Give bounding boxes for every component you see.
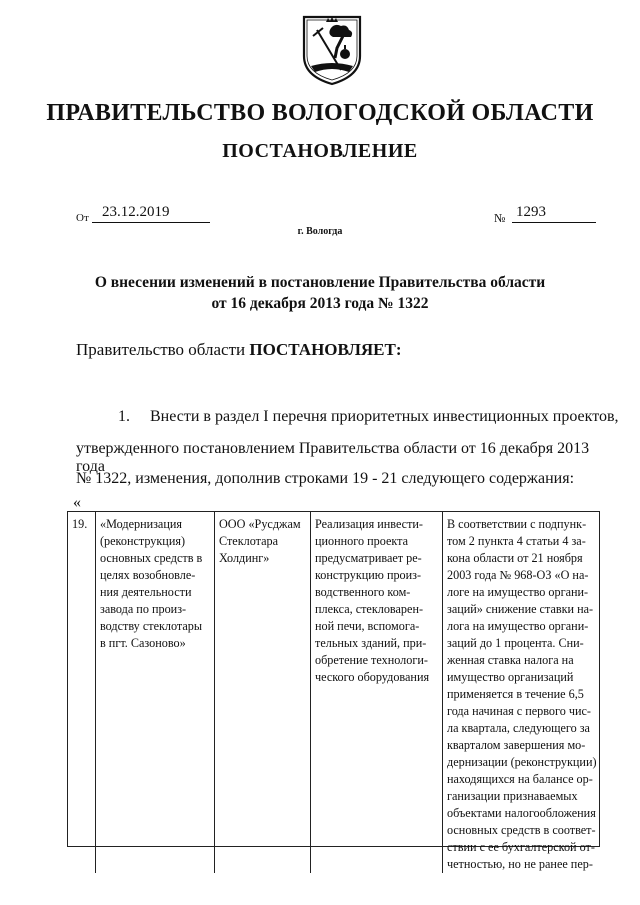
document-subject (60, 272, 580, 314)
support-line: лога на имущество органи- (447, 619, 589, 633)
paragraph-1-line-1: 1. Внести в раздел I перечня приоритетных инвестиционных проектов, (118, 408, 619, 425)
project-line: завода по произ- (100, 602, 187, 616)
description-line: водственного ком- (315, 585, 411, 599)
support-line: ла квартала, следующего за (447, 721, 590, 735)
support-line: 2003 года № 968-ОЗ «О на- (447, 568, 589, 582)
description-line: ческого оборудования (315, 670, 430, 684)
support-line: объектами налогообложения (447, 806, 596, 820)
support-line: находящихся на балансе ор- (447, 772, 593, 786)
government-title: ПРАВИТЕЛЬСТВО ВОЛОГОДСКОЙ ОБЛАСТИ (46, 100, 594, 126)
support-line: В соответствии с подпунк- (447, 517, 587, 531)
project-line: основных средств в (100, 551, 203, 565)
support-line: заций» снижение ставки на- (447, 602, 594, 616)
project-line: «Модернизация (100, 517, 182, 531)
description-line: Реализация инвести- (315, 517, 423, 531)
decree-intro-bold: ПОСТАНОВЛЯЕТ: (249, 340, 402, 359)
vologda-coat-of-arms-icon (301, 14, 363, 86)
description-line: плекса, стекловарен- (315, 602, 424, 616)
support-line: логе на имущество органи- (447, 585, 589, 599)
opening-quote: « (73, 494, 81, 511)
support-line: заций до 1 процента. Сни- (447, 636, 584, 650)
support-line: кварталом завершения мо- (447, 738, 586, 752)
company-line: Холдинг» (219, 551, 270, 565)
description-line: ной печи, вспомога- (315, 619, 420, 633)
support-measures-cell (443, 512, 600, 873)
support-line: ганизации признаваемых (447, 789, 578, 803)
support-line: четностью, но не ранее пер- (447, 857, 593, 871)
support-line: применяется в течение 6,5 (447, 687, 584, 701)
description-line: обретение технологи- (315, 653, 428, 667)
projects-table (67, 511, 600, 871)
date-from-label: От (76, 212, 89, 224)
support-line: дернизации (реконструкции) (447, 755, 597, 769)
company-cell (215, 512, 311, 873)
description-line: предусматривает ре- (315, 551, 422, 565)
support-line: имущество организаций (447, 670, 574, 684)
decree-intro-text: Правительство области (76, 340, 250, 359)
project-line: водству стеклотары (100, 619, 203, 633)
description-line: тельных зданий, при- (315, 636, 427, 650)
project-line: (реконструкция) (100, 534, 186, 548)
project-line: ния деятельности (100, 585, 192, 599)
support-line: ствии с ее бухгалтерской от- (447, 840, 595, 854)
document-number-label: № (494, 211, 506, 225)
description-cell (311, 512, 443, 873)
support-line: основных средств в соответ- (447, 823, 596, 837)
project-line: целях возобновле- (100, 568, 196, 582)
document-date: 23.12.2019 (92, 204, 210, 223)
row-number-cell (68, 512, 96, 873)
document-type: ПОСТАНОВЛЕНИЕ (222, 140, 418, 162)
subject-line-2: от 16 декабря 2013 года № 1322 (211, 295, 429, 312)
document-city: г. Вологда (297, 226, 343, 237)
description-line: ционного проекта (315, 534, 409, 548)
project-name-cell (96, 512, 215, 873)
paragraph-1-line-2: утвержденного постановлением Правительства области от 16 декабря 2013 года (76, 440, 590, 475)
company-line: Стеклотара (219, 534, 279, 548)
document-number: 1293 (512, 204, 596, 223)
subject-line-1: О внесении изменений в постановление Правительства области (94, 274, 546, 291)
support-line: года начиная с первого чис- (447, 704, 591, 718)
company-line: ООО «Русджам (219, 517, 301, 531)
project-line: в пгт. Сазоново» (100, 636, 186, 650)
support-line: том 2 пункта 4 статьи 4 за- (447, 534, 586, 548)
description-line: конструкцию произ- (315, 568, 422, 582)
decree-intro (76, 340, 402, 360)
support-line: женная ставка налога на (447, 653, 574, 667)
row-number: 19. (72, 517, 88, 531)
support-line: кона области от 21 ноября (447, 551, 583, 565)
paragraph-1-line-3: № 1322, изменения, дополнив строками 19 - 21 следующего содержания: (76, 470, 575, 487)
